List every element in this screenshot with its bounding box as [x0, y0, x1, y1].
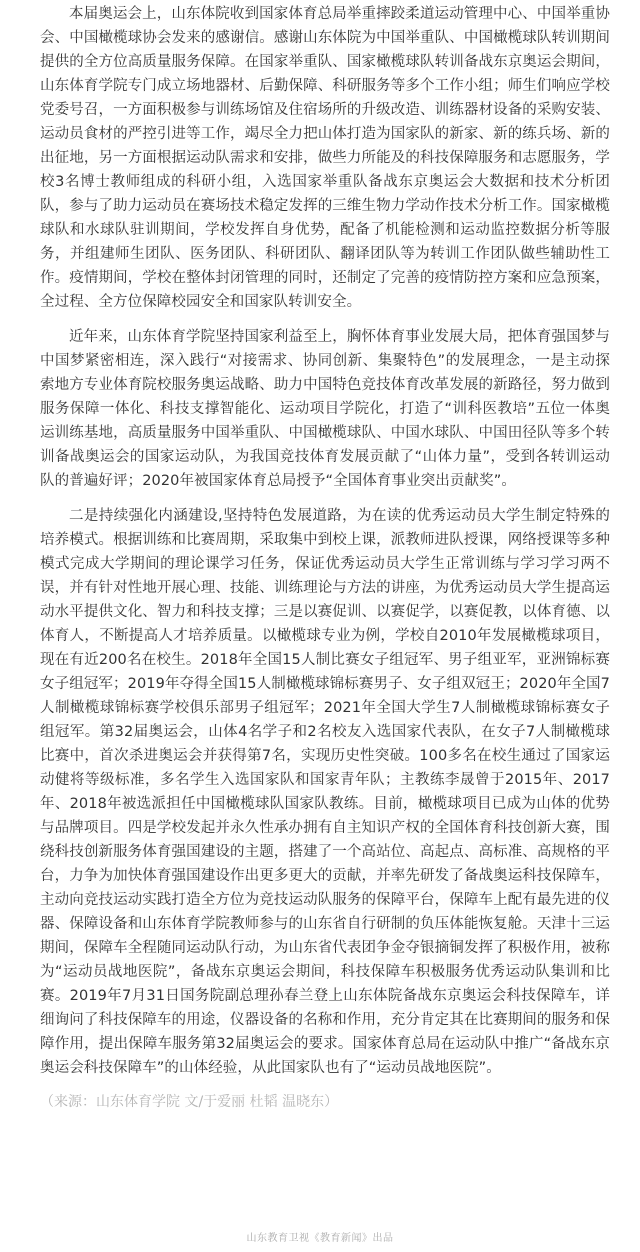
article-paragraph-3: 二是持续强化内涵建设,坚持特色发展道路，为在读的优秀运动员大学生制定特殊的培养模式。根据训练和比赛周期，采取集中到校上课，派教师进队授课，网络授课等多种模式完成大学期间的理论课学习任务，保证优秀运动员大学生正常训练与学习学习两不误，并有针对性地开展心理、技能、训练理论与方法的讲座，为优秀运动员大学生提高运动水平提供文化、智力和科技支撑；三是以赛促训、以赛促学，以赛促教，以体育德、以体育人，不断提高人才培养质量。以橄榄球专业为例，学校自2010年发展橄榄球项目，现在有近200名在校生。2018年全国15人制比赛女子组冠军、男子组亚军，亚洲锦标赛女子组冠军；2019年夺得全国15人制橄榄球锦标赛男子、女子组双冠王；2020年全国7人制橄榄球锦标赛学校俱乐部男子组冠军；2021年全国大学生7人制橄榄球锦标赛女子组冠军。第32届奥运会，山体4名学子和2名校友入选国家代表队，在女子7人制橄榄球比赛中，首次杀进奥运会并获得第7名，实现历史性突破。100多名在校生通过了国家运动健将等级标准，多名学生入选国家队和国家青年队；主教练李晟曾于2015年、2017年、2018年被选派担任中国橄榄球队国家队教练。目前，橄榄球项目已成为山体的优势与品牌项目。四是学校发起并永久性承办拥有自主知识产权的全国体育科技创新大赛，围绕科技创新服务体育强国建设的主题，搭建了一个高站位、高起点、高标准、高规格的平台，力争为加快体育强国建设作出更多更大的贡献，并率先研发了备战奥运科技保障车，主动向竞技运动实践打造全方位为竞技运动队服务的保障平台，保障车上配有最先进的仪器、保障设备和山东体育学院教师参与的山东省自行研制的负压体能恢复舱。天津十三运期间，保障车全程随同运动队行动，为山东省代表团争金夺银摘铜发挥了积极作用，被称为“运动员战地医院”，备战东京奥运会期间，科技保障车积极服务优秀运动队集训和比赛。2019年7月31日国务院副总理孙春兰登上山东体院备战东京奥运会科技保障车，详细询问了科技保障车的用途，仪器设备的名称和作用，充分肯定其在比赛期间的服务和保障作用，提出保障车服务第32届奥运会的要求。国家体育总局在运动队中推广“备战东京奥运会科技保障车”的山体经验，从此国家队也有了“运动员战地医院”。: [40, 508, 610, 1076]
article-body: [40, 0, 610, 1113]
article-paragraph-1: 本届奥运会上，山东体院收到国家体育总局举重摔跤柔道运动管理中心、中国举重协会、中国橄榄球协会发来的感谢信。感谢山东体院为中国举重队、中国橄榄球队转训期间提供的全方位高质量服务保障。在国家举重队、国家橄榄球队转训备战东京奥运会期间，山东体育学院专门成立场地器材、后勤保障、科研服务等多个工作小组；师生们响应学校党委号召，一方面积极参与训练场馆及住宿场所的升级改造、训练器材设备的采购安装、运动员食材的严控引进等工作，竭尽全力把山体打造为国家队的新家、新的练兵场、新的出征地，另一方面根据运动队需求和安排，做些力所能及的科技保障服务和志愿服务，学校3名博士教师组成的科研小组，入选国家举重队备战东京奥运会大数据和技术分析团队，参与了助力运动员在赛场技术稳定发挥的三维生物力学动作技术分析工作。国家橄榄球队和水球队驻训期间，学校发挥自身优势，配备了机能检测和运动监控数据分析等服务，并组建师生团队、医务团队、科研团队、翻译团队等为转训工作团队做些辅助性工作。疫情期间，学校在整体封闭管理的同时，还制定了完善的疫情防控方案和应急预案，全过程、全方位保障校园安全和国家队转训安全。: [40, 6, 610, 310]
footer-credit: 山东教育卫视《教育新闻》出品: [246, 1233, 394, 1244]
article-source: （来源：山东体育学院 文/于爱丽 杜韬 温晓东）: [40, 1094, 339, 1110]
article-paragraph-2: 近年来，山东体育学院坚持国家利益至上，胸怀体育事业发展大局，把体育强国梦与中国梦紧密相连，深入践行“对接需求、协同创新、集聚特色”的发展理念，一是主动探索地方专业体育院校服务奥运战略、助力中国特色竞技体育改革发展的新路径，努力做到服务保障一体化、科技支撑智能化、运动项目学院化，打造了“训科医教培”五位一体奥运训练基地，高质量服务中国举重队、中国橄榄球队、中国水球队、中国田径队等多个转训备战奥运会的国家运动队，为我国竞技体育发展贡献了“山体力量”，受到各转训运动队的普遍好评；2020年被国家体育总局授予“全国体育事业突出贡献奖”。: [40, 329, 610, 489]
